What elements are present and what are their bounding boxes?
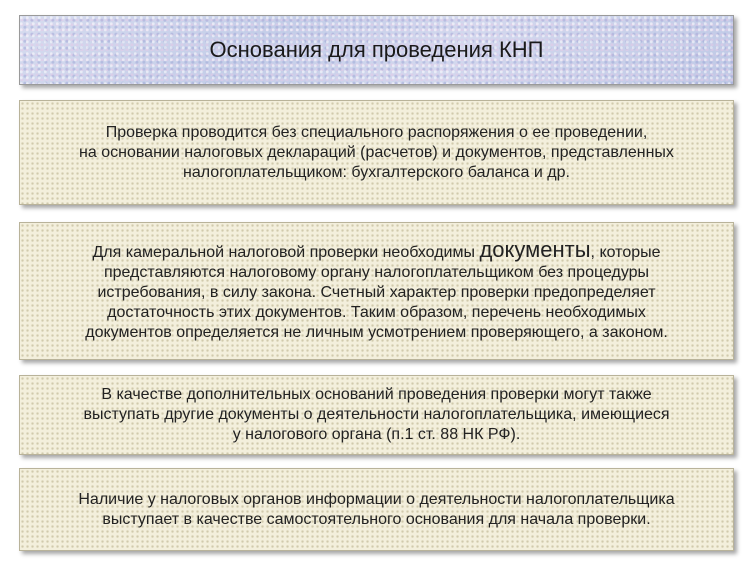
text-line: Наличие у налоговых органов информации о деятельности налогоплательщика: [78, 490, 675, 508]
text-fragment: Для камеральной налоговой проверки необходимы: [92, 243, 480, 261]
text-line: документов определяется не личным усмотрением проверяющего, а законом.: [85, 323, 668, 341]
text-line: у налогового органа (п.1 ст. 88 НК РФ).: [232, 426, 521, 443]
text-block-additional-grounds: [19, 375, 734, 455]
text-line: выступать другие документы о деятельности налогоплательщика, имеющиеся: [83, 406, 670, 423]
text-line: В качестве дополнительных оснований проведения проверки могут также: [101, 386, 652, 403]
text-line: представляются налоговому органу налогоплательщиком без процедуры: [103, 263, 650, 281]
text-line: достаточность этих документов. Таким образом, перечень необходимых: [107, 303, 646, 321]
text-line: истребования, в силу закона. Счетный характер проверки предопределяет: [97, 283, 656, 301]
text-line: на основании налоговых деклараций (расчетов) и документов, представленных: [79, 143, 674, 161]
slide-title: Основания для проведения КНП: [209, 37, 544, 62]
text-fragment: , которые: [590, 243, 661, 261]
title-banner: [19, 15, 734, 85]
block-text: [85, 236, 668, 343]
text-line: [85, 236, 668, 263]
block-text: [78, 490, 674, 530]
emphasized-word: документы: [479, 236, 591, 262]
text-block-required-documents: [19, 222, 734, 360]
text-block-information-basis: [19, 468, 734, 551]
text-line: налогоплательщиком: бухгалтерского баланса и др.: [183, 163, 570, 181]
block-text: [83, 385, 669, 445]
text-block-inspection-basis: [19, 100, 734, 205]
text-line: Проверка проводится без специального распоряжения о ее проведении,: [105, 123, 648, 141]
text-line: выступает в качестве самостоятельного основания для начала проверки.: [102, 510, 651, 528]
block-text: [79, 123, 674, 183]
